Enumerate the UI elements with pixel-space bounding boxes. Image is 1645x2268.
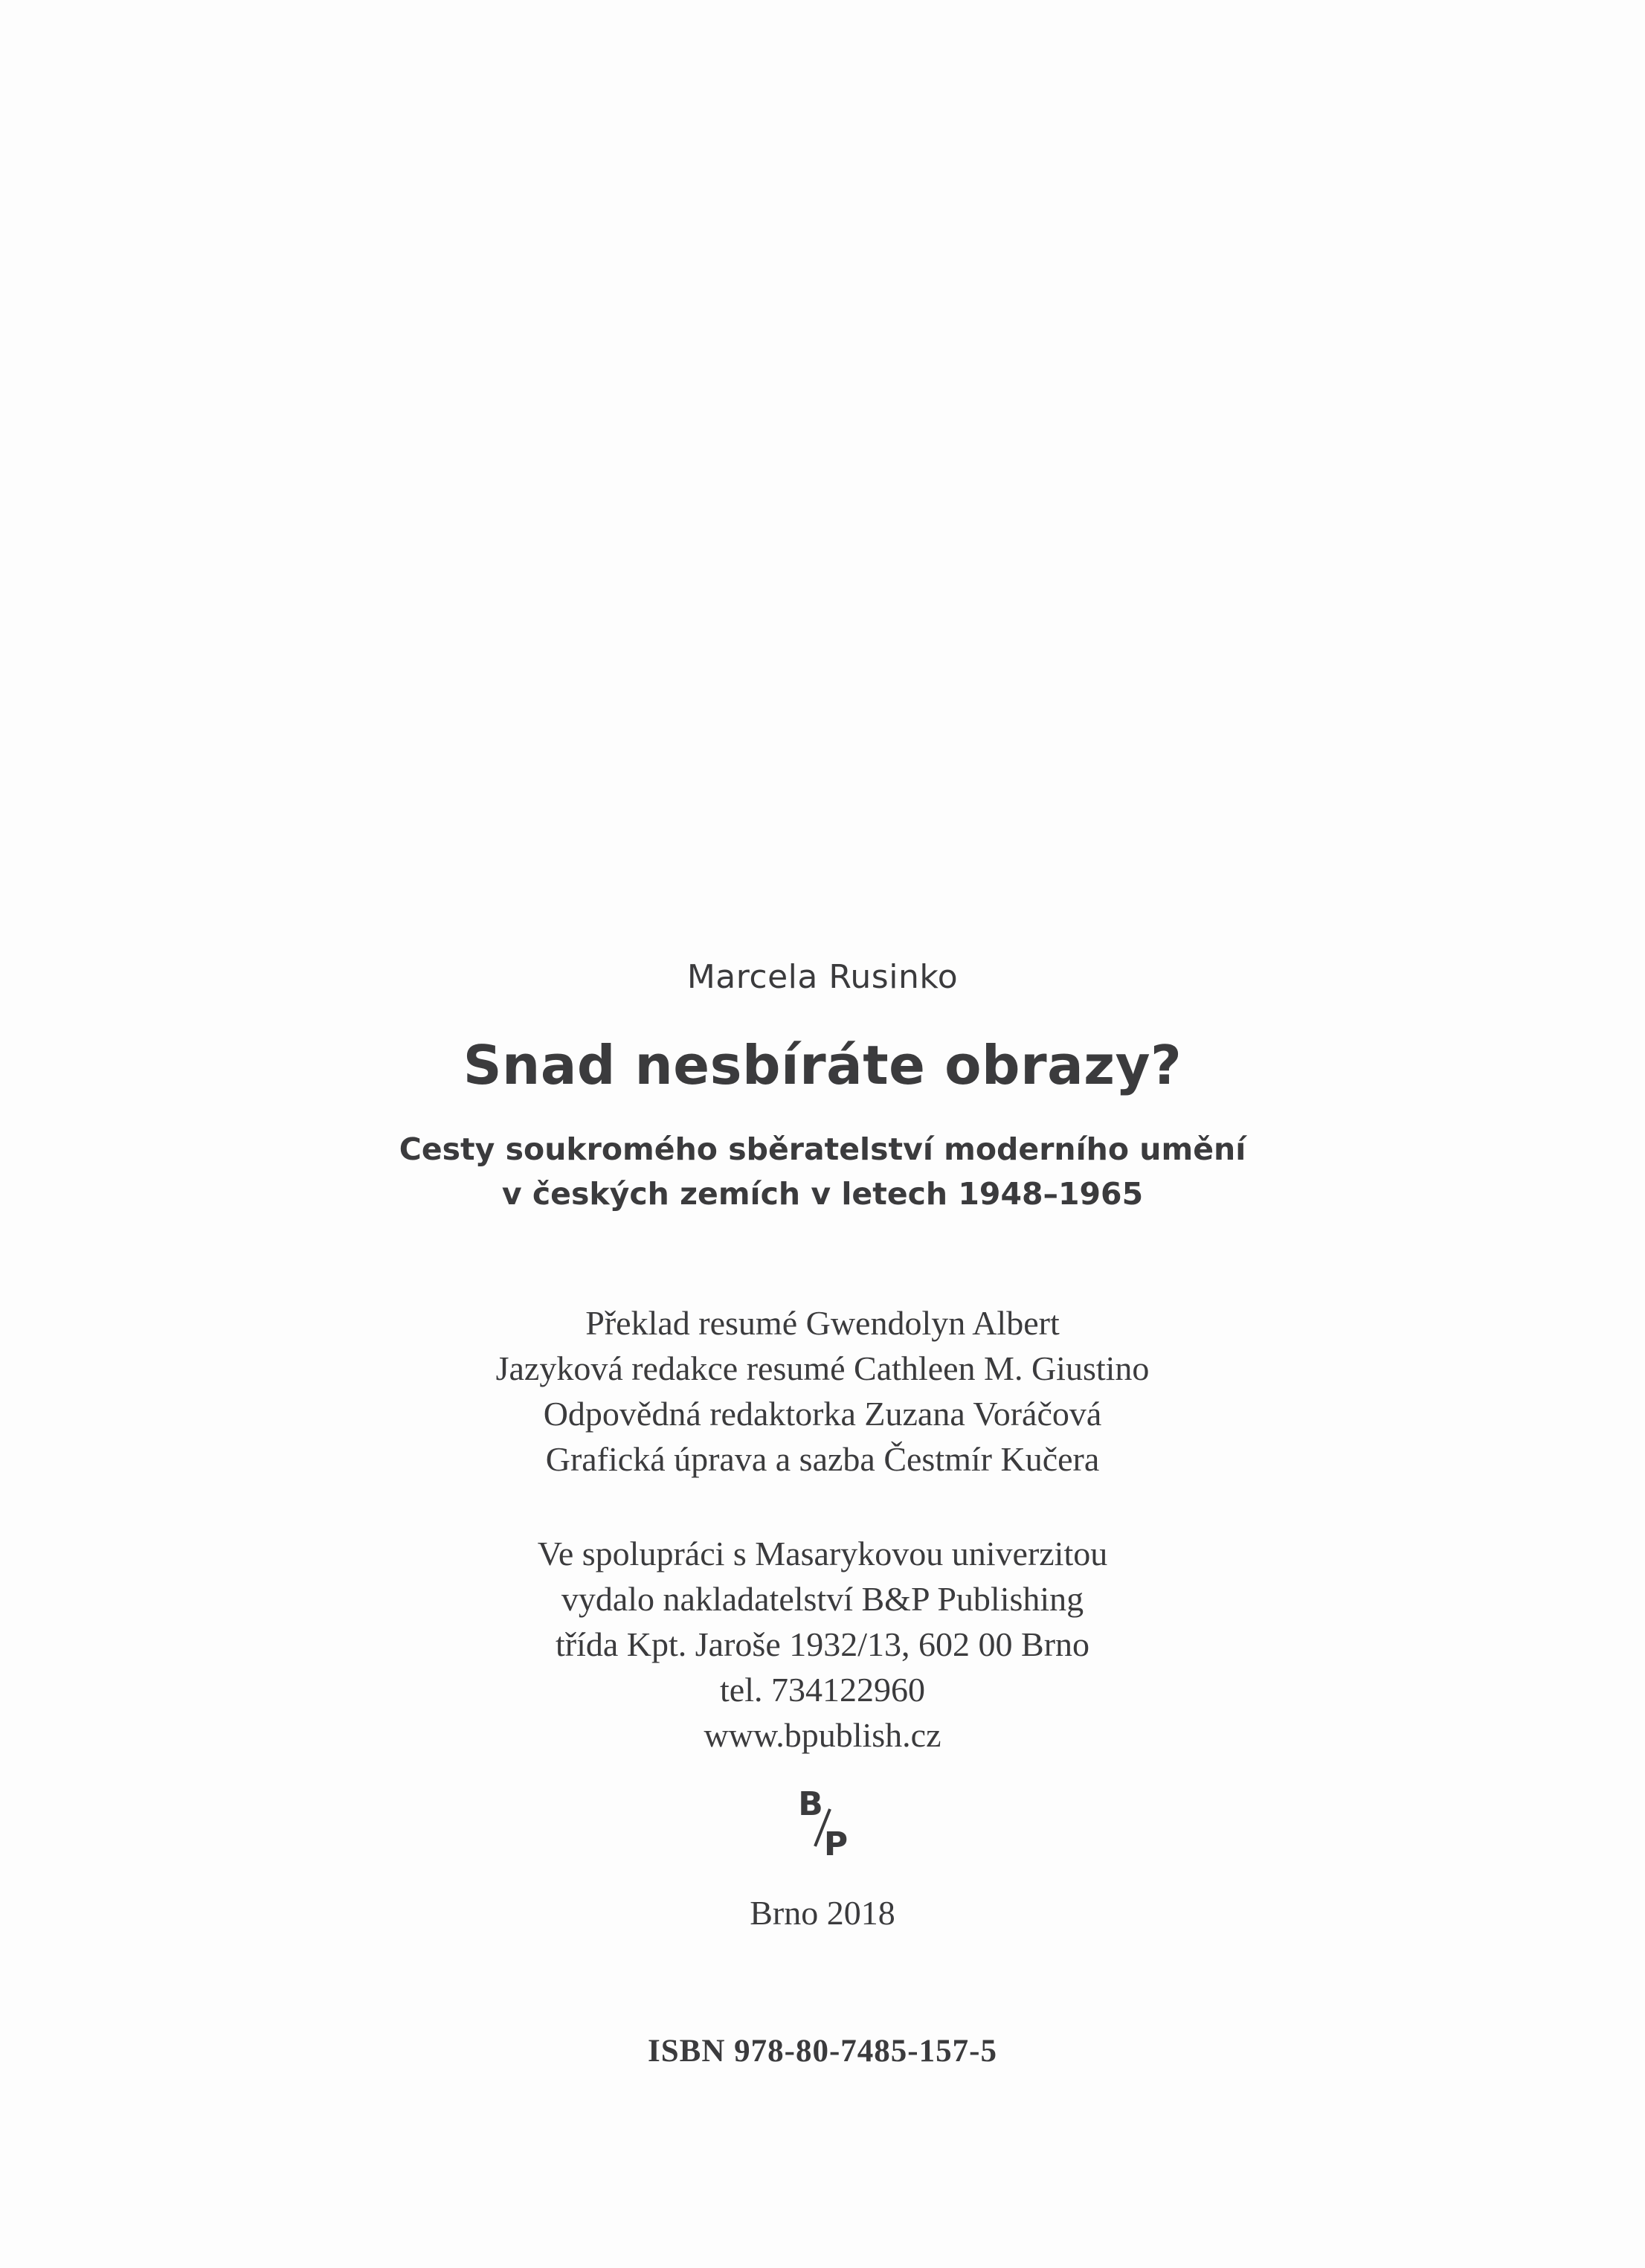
place-and-year: Brno 2018 bbox=[750, 1894, 895, 1932]
publisher-address: třída Kpt. Jaroše 1932/13, 602 00 Brno bbox=[555, 1625, 1090, 1663]
author-name: Marcela Rusinko bbox=[686, 958, 959, 996]
bp-logo-svg bbox=[778, 1784, 867, 1866]
book-title: Snad nesbíráte obrazy? bbox=[463, 1034, 1182, 1096]
credit-translation: Překlad resumé Gwendolyn Albert bbox=[585, 1304, 1060, 1342]
publisher-phone: tel. 734122960 bbox=[720, 1671, 925, 1709]
bp-publishing-logo-icon bbox=[0, 1784, 1645, 1866]
credit-editor: Odpovědná redaktorka Zuzana Voráčová bbox=[543, 1395, 1102, 1433]
credit-language-editing: Jazyková redakce resumé Cathleen M. Giustino bbox=[495, 1349, 1150, 1387]
publisher-name: vydalo nakladatelství B&P Publishing bbox=[561, 1580, 1084, 1618]
isbn: ISBN 978-80-7485-157-5 bbox=[648, 2034, 997, 2069]
logo-letter-p: P bbox=[823, 1825, 849, 1863]
subtitle-line: Cesty soukromého sběratelství moderního umění bbox=[399, 1131, 1246, 1167]
logo-letter-b: B bbox=[798, 1785, 823, 1823]
book-subtitle bbox=[0, 1127, 1645, 1216]
publisher-website: www.bpublish.cz bbox=[704, 1716, 941, 1754]
credit-graphic-design: Grafická úprava a sazba Čestmír Kučera bbox=[545, 1440, 1100, 1478]
subtitle-line: v českých zemích v letech 1948–1965 bbox=[501, 1176, 1144, 1212]
credits-list bbox=[0, 1300, 1645, 1482]
publisher-cooperation: Ve spolupráci s Masarykovou univerzitou bbox=[537, 1535, 1108, 1572]
publisher-info bbox=[0, 1531, 1645, 1758]
